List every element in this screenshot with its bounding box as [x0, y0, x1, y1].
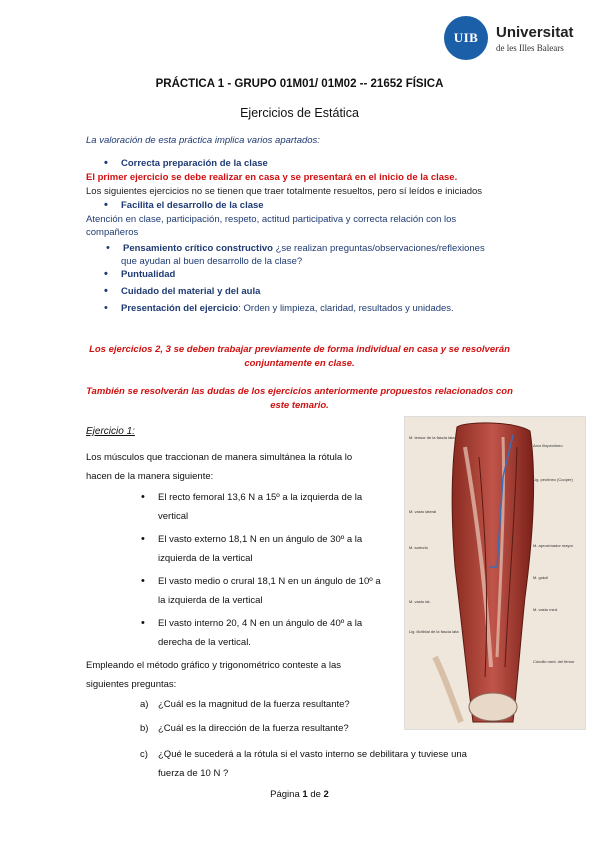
footer-mid: de [307, 789, 324, 800]
plain-text-1: Los siguientes ejercicios no se tienen que traer totalmente resueltos, pero sí leídos e iniciados [86, 186, 483, 197]
exercise-1-title: Ejercicio 1: [86, 426, 135, 437]
figure-label: M. grácil [533, 575, 549, 580]
uib-logo [444, 16, 580, 62]
muscle-item-2 [158, 530, 362, 568]
question-c [140, 745, 467, 783]
muscle-item-text: • El vasto externo 18,1 N en un ángulo de 30º a la [158, 534, 363, 545]
muscle-item-text: izquierda de la vertical [158, 553, 253, 564]
muscle-item-4 [158, 614, 362, 652]
criterion-puntualidad: • Puntualidad [121, 268, 175, 281]
criterion-pensamiento [123, 242, 485, 255]
footer-prefix: Página [270, 789, 303, 800]
criterion-pensamiento-label: Pensamiento crítico constructivo [123, 243, 273, 254]
plain-text-2a: Atención en clase, participación, respeto, actitud participativa y correcta relación con los [86, 214, 457, 225]
method-text-line2: siguientes preguntas: [86, 679, 177, 690]
exercise-1-intro [86, 448, 396, 486]
muscle-item-text: • El vasto medio o crural 18,1 N en un ángulo de 10º a [158, 576, 381, 587]
criterion-pensamiento-cont: que ayudan al buen desarrollo de la clase? [121, 256, 303, 267]
logo-name: Universitat [496, 24, 574, 41]
figure-label: Cóndilo med. del fémur [533, 659, 575, 664]
figure-label: M. tensor de la fascia lata [409, 435, 455, 440]
note-exercises-line2: conjuntamente en clase. [244, 358, 355, 369]
criterion-desarrollo: • Facilita el desarrollo de la clase [121, 199, 264, 212]
muscle-item-text: la izquierda de la vertical [158, 595, 263, 606]
question-text: ¿Cuál es la dirección de la fuerza resultante? [158, 723, 349, 734]
criterion-cuidado: • Cuidado del material y del aula [121, 285, 260, 298]
question-label: c) [140, 749, 148, 760]
note-dudas [70, 385, 529, 413]
muscle-item-text: • El vasto interno 20, 4 N en un ángulo de 40º a la [158, 618, 363, 629]
criterion-presentacion-label: Presentación del ejercicio [121, 303, 239, 314]
red-instruction: El primer ejercicio se debe realizar en casa y se presentará en el inicio de la clase. [86, 172, 458, 183]
method-text-line1: Empleando el método gráfico y trigonométrico conteste a las [86, 660, 342, 671]
logo-subtitle: de les Illes Balears [496, 43, 564, 53]
figure-label: M. sartorio [409, 545, 428, 550]
page-title: PRÁCTICA 1 - GRUPO 01M01/ 01M02 -- 21652 FÍSICA [155, 78, 444, 90]
criterion-presentacion-text: : Orden y limpieza, claridad, resultados y unidades. [238, 303, 454, 314]
page-subtitle: Ejercicios de Estática [240, 106, 359, 120]
question-a [140, 695, 350, 714]
figure-label: M. vasto med. [533, 607, 559, 612]
question-text: ¿Cuál es la magnitud de la fuerza resultante? [158, 699, 350, 710]
footer-page: 1 [302, 789, 308, 800]
question-b [140, 719, 349, 738]
question-c-cont: fuerza de 10 N ? [158, 768, 229, 779]
figure-label: M. aproximador mayor [533, 543, 574, 548]
valoracion-text: La valoración de esta práctica implica varios apartados: [86, 135, 320, 146]
note-dudas-line2: este temario. [270, 400, 329, 411]
figure-label: M. vasto lateral [409, 509, 437, 514]
plain-text-2b: compañeros [86, 227, 139, 238]
question-text: ¿Qué le sucederá a la rótula si el vasto interno se debilitara y tuviese una [158, 749, 467, 760]
muscle-item-3 [158, 572, 381, 610]
method-text [86, 656, 341, 694]
footer-total: 2 [323, 789, 329, 800]
page-footer [0, 789, 599, 800]
note-exercises [70, 343, 529, 371]
question-label: b) [140, 723, 149, 734]
figure-label: Arco iliopectíneo [533, 443, 563, 448]
muscle-item-1 [158, 488, 362, 526]
exercise-1-intro-line1: Los músculos que traccionan de manera simultánea la rótula lo [86, 452, 353, 463]
figure-label: Lig. pectíneo (Cooper) [533, 477, 573, 482]
criterion-preparacion: • Correcta preparación de la clase [121, 157, 268, 170]
muscle-item-text: derecha de la vertical. [158, 637, 251, 648]
criterion-pensamiento-text: ¿se realizan preguntas/observaciones/reflexiones [275, 243, 485, 254]
note-dudas-line1: También se resolverán las dudas de los ejercicios anteriormente propuestos relacionados con [86, 386, 513, 397]
exercise-1-intro-line2: hacen de la manera siguiente: [86, 471, 214, 482]
note-exercises-line1: Los ejercicios 2, 3 se deben trabajar previamente de forma individual en casa y se resolverán [89, 344, 510, 355]
thigh-muscles-figure [404, 416, 586, 730]
criterion-presentacion [121, 302, 454, 315]
muscle-item-text: vertical [158, 511, 189, 522]
uib-seal-icon: UIB [444, 16, 488, 60]
thigh-muscles-illustration [405, 417, 585, 729]
figure-label: Lig. iliotibial de la fascia lata [409, 629, 459, 634]
question-label: a) [140, 699, 149, 710]
figure-label: M. vasto lat. [409, 599, 431, 604]
muscle-item-text: • El recto femoral 13,6 N a 15º a la izquierda de la [158, 492, 363, 503]
